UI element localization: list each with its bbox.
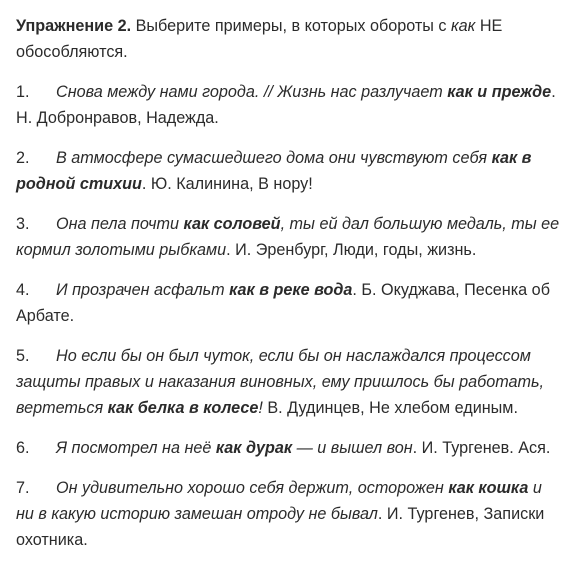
example-kak-phrase: как соловей	[183, 215, 281, 233]
example-item-4	[16, 277, 562, 329]
exercise-title-end: НЕ обособляются.	[16, 17, 503, 61]
example-quote: Он удивительно хорошо себя держит, осторожен	[56, 479, 449, 497]
example-item-3	[16, 211, 562, 263]
example-item-6	[16, 435, 562, 461]
example-item-1	[16, 79, 562, 131]
example-quote: Я посмотрел на неё	[56, 439, 216, 457]
example-item-5	[16, 343, 562, 421]
example-source: В. Дудинцев, Не хлебом единым.	[262, 399, 518, 417]
exercise-title-kak: как	[451, 17, 476, 35]
example-source: . Б. Окуджава, Песенка об Арбате.	[16, 281, 550, 325]
example-source: . Ю. Калинина, В нору!	[141, 175, 313, 193]
example-source: . Н. Добронравов, Надежда.	[16, 83, 556, 127]
example-quote: И прозрачен асфальт	[56, 281, 230, 299]
example-source: . И. Эренбург, Люди, годы, жизнь.	[226, 241, 477, 259]
example-source: . И. Тургенев. Ася.	[412, 439, 551, 457]
example-quote-rest: !	[258, 399, 263, 417]
example-quote-rest: , ты ей дал большую медаль, ты ее кормил золотыми рыбками	[16, 215, 560, 259]
example-kak-phrase: как и прежде	[447, 83, 552, 101]
example-number: 2.	[16, 149, 30, 167]
example-number: 1.	[16, 83, 30, 101]
example-number: 4.	[16, 281, 30, 299]
example-number: 7.	[16, 479, 30, 497]
example-quote: Но если бы он был чуток, если бы он наслаждался процессом защиты правых и наказания виновных, ему пришлось бы работать, вертеться	[16, 347, 545, 417]
example-number: 6.	[16, 439, 30, 457]
example-quote-rest: — и вышел вон	[292, 439, 413, 457]
example-item-2	[16, 145, 562, 197]
example-item-7	[16, 475, 562, 553]
exercise-title-bold: Упражнение 2.	[16, 17, 132, 35]
example-kak-phrase: как в реке вода	[229, 281, 353, 299]
example-quote: Снова между нами города. // Жизнь нас разлучает	[56, 83, 448, 101]
example-number: 3.	[16, 215, 30, 233]
example-quote: В атмосфере сумасшедшего дома они чувствуют себя	[56, 149, 492, 167]
example-quote: Она пела почти	[56, 215, 184, 233]
example-kak-phrase: как белка в колесе	[107, 399, 259, 417]
example-source: . И. Тургенев, Записки охотника.	[16, 505, 545, 549]
example-kak-phrase: как в родной стихии	[16, 149, 532, 193]
example-quote-rest: и ни в какую историю замешан отроду не бывал	[16, 479, 542, 523]
example-number: 5.	[16, 347, 30, 365]
example-kak-phrase: как дурак	[215, 439, 293, 457]
example-kak-phrase: как кошка	[448, 479, 529, 497]
exercise-title-text: Выберите примеры, в которых обороты с	[131, 17, 452, 35]
exercise-title	[16, 13, 562, 65]
